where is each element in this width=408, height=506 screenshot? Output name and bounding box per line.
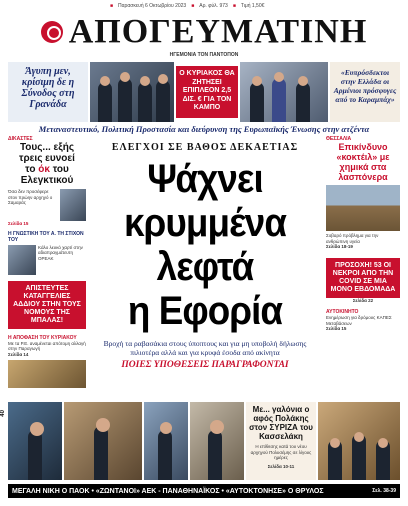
sports-page-ref: Σελ. 38-39 (372, 488, 396, 494)
sports-strip[interactable] (8, 484, 400, 498)
square-icon: ■ (232, 3, 236, 9)
second-portrait-photo (8, 245, 36, 275)
lead-headline: Ψάχνει κρυμμένα λεφτά η Εφορία (123, 157, 287, 333)
second-kicker: Η ΓΝΩΣΤΙΚΗ ΤΟΥ Α. ΤΗ ΣΤΙΧΟΝ ΤΟΥ (8, 230, 84, 243)
square-icon: ■ (110, 3, 114, 9)
issue-number: Αρ. φύλ. 973 (199, 3, 228, 9)
lead-overline: ΕΛΕΓΧΟΙ ΣΕ ΒΑΘΟΣ ΔΕΚΑΕΤΙΑΣ (111, 142, 299, 153)
logo-icon (41, 21, 63, 43)
top-band (8, 62, 400, 122)
second-blurb: Κάλο λευκό χαρτί στην αδιαπραγμάτευτη ΟΡΕΑΚ (38, 244, 83, 261)
bottom-photos (8, 402, 400, 480)
meeting-photo (240, 62, 328, 122)
subsidy-red-box[interactable]: Ο ΚΥΡΙΑΚΟΣ ΘΑ ΖΗΤΗΣΕΙ ΕΠΙΠΛΕΟΝ 2,5 ΔΙΣ. € ΓΙΑ ΤΟΝ ΚΑΜΠΟ (176, 66, 238, 118)
portrait-photo (60, 189, 86, 221)
judges-blurb: Όσα δεν προσέφερε στον πρώην αρχηγό ο Σαμαράς (8, 189, 53, 205)
parliament-photo (8, 360, 86, 388)
page-number: 40 (0, 410, 6, 417)
covid-red-panel[interactable]: ΠΡΟΣΟΧΗ! 53 ΟΙ ΝΕΚΡΟΙ ΑΠΟ ΤΗΝ COVID ΣΕ ΜΙΑ ΜΟΝΟ ΕΒΔΟΜΑΔΑ (326, 258, 400, 298)
woman-photo (144, 402, 188, 480)
lead-deck: Βροχή τα ραβασάκια στους ύποπτους και για μη υποβολή δήλωσης πιλιοτέρα αλλά και για κρυφά έσοδα από ακίνητα (103, 339, 307, 357)
lead-story[interactable] (90, 136, 320, 398)
polakis-teaser[interactable] (246, 402, 316, 480)
summit-teaser-text: Άγυπη μεν, κρίσιμη δε η Σύνοδος στη Γρανάδα (21, 66, 75, 110)
third-blurb: Με τα Ρ.Ε. αναμένεται απότομη αλλαγή στην Παραγωγή (8, 340, 86, 351)
summit-teaser[interactable] (8, 62, 88, 122)
leaders-photo (90, 62, 174, 122)
football-red-panel[interactable]: ΑΠΙΣΤΕΥΤΕΣ ΚΑΤΑΓΓΕΛΙΕΣ ΑΔΔΙΟΥ ΣΤΗΝ ΤΟΥΣ ΝΟΜΟΥΣ ΤΗΣ ΜΠΑΛΑΣ! (8, 281, 86, 329)
parliament-bottom-photo (318, 402, 400, 480)
covid-page-ref: Σελίδα 22 (352, 297, 374, 303)
lead-redline: ΠΟΙΕΣ ΥΠΟΘΕΣΕΙΣ ΠΑΡΑΓΡΑΦΟΝΤΑΙ (121, 360, 289, 370)
judges-page-ref: Σελίδα 15 (8, 221, 29, 226)
tsipras-photo (8, 402, 62, 480)
kasselakis-photo (64, 402, 142, 480)
flood-blurb: Σοβαρό πρόβλημα για την ανθρώπινη υγεία (326, 233, 379, 244)
square-icon: ■ (191, 3, 195, 9)
polakis-photo (190, 402, 244, 480)
dateline (110, 3, 310, 9)
judges-kicker: ΔΙΚΑΣΤΕΣ (8, 136, 33, 142)
masthead (8, 12, 400, 52)
third-kicker: Η ΑΠΟΦΑΣΗ ΤΟΥ ΚΥΡΙΑΚΟΥ (8, 334, 77, 341)
auto-page-ref: Σελίδα 15 (326, 326, 347, 331)
third-page-ref: Σελίδα 14 (8, 351, 29, 357)
polakis-page-ref: Σελίδα 10-11 (267, 463, 295, 469)
flood-kicker: ΘΕΣΣΑΛΙΑ (326, 136, 352, 142)
left-column (8, 136, 86, 398)
judges-headline[interactable]: Τους... εξής τρεις ευνοεί το όκ του Ελεγκτικού (19, 142, 75, 186)
flood-page-ref: Σελίδα 18-19 (326, 244, 353, 249)
flood-headline[interactable]: Επικίνδυνο «κοκτέιλ» με χημικά στα λασπόνερα (336, 142, 390, 182)
flood-photo (326, 185, 400, 231)
issue-date: Παρασκευή 6 Οκτωβρίου 2023 (118, 3, 187, 9)
sports-strip-text: ΜΕΓΑΛΗ ΝΙΚΗ Ο ΠΑΟΚ • «ΖΩΝΤΑΝΟΙ» ΑΕΚ - ΠΑΝΑΘΗΝΑΪΚΟΣ • «ΑΥΤΟΚΤΟΝΗΣΕ» Ο ΘΡΥΛΟΣ (12, 487, 324, 495)
armenian-teaser[interactable]: «Ευπρόσδεκτοι στην Ελλάδα οι Αρμένιοι πρόσφυγες από το Καραμπάχ» (330, 62, 400, 122)
issue-price: Τιμή 1,50€ (240, 3, 265, 9)
auto-blurb: Ενημέρωση για δρόμους ΚΑΠΕΣ Μεταβάσεων (326, 315, 392, 326)
newspaper-title: ΑΠΟΓΕΥΜΑΤΙΝΗ (68, 13, 368, 50)
right-column (326, 136, 400, 398)
agenda-strap: Μεταναστευτικό, Πολιτική Προστασία και διεύρυνση της Ευρωπαϊκής Ένωσης στην ατζέντα (38, 124, 370, 134)
tagline: ΗΓΕΜΟΝΙΑ ΤΟΝ ΠΑΝΤΟΠΟΝ (169, 52, 239, 58)
auto-kicker: ΑΥΤΟΚΙΝΗΤΟ (326, 309, 359, 315)
polakis-headline: Με... γαλόνια ο αφός Πολάκης στον ΣΥΡΙΖΑ του Κασσελάκη (249, 405, 313, 441)
polakis-blurb: Η επίθεσης κατά του νέου αρχηγού Πολυσέμης σε λίγους ημέρες (250, 444, 312, 460)
